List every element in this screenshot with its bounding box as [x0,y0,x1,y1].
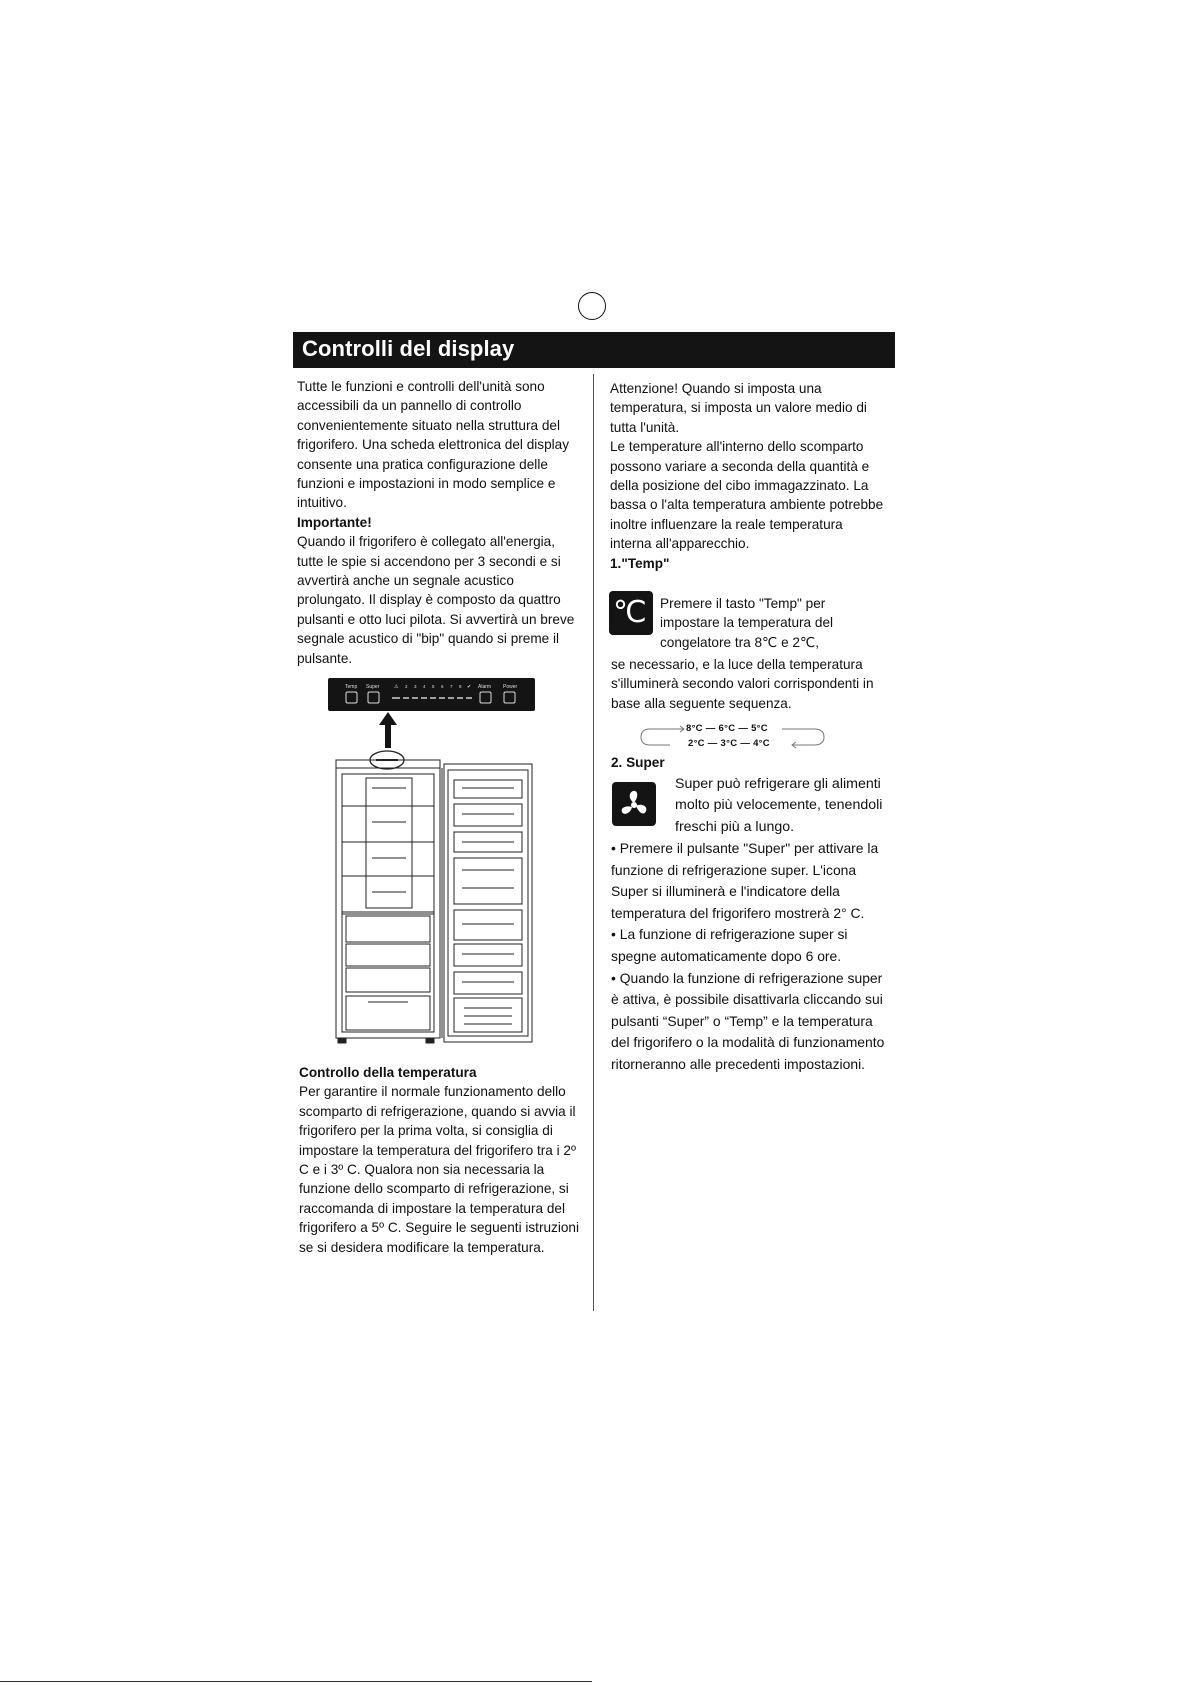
panel-super-label: Super [366,684,380,690]
super-bullet-2: • La funzione di refrigerazione super si spegne automaticamente dopo 6 ore. [611,926,848,964]
refrigerator-illustration [330,746,536,1058]
celsius-icon-glyph: ℃ [613,595,647,630]
sequence-value: 5°C [751,723,768,734]
panel-indicator-8: 8 [459,684,462,689]
bottom-rule [0,1681,592,1682]
intro-block [297,377,585,668]
panel-indicator-4: 4 [423,684,426,689]
variation-paragraph: Le temperature all'interno dello scomparto possono variare a seconda della quantità e della posizione del cibo immagazzinato. La bassa o l'alta temperatura ambiente potrebbe inoltre influenzare la reale temperatura interna all'apparecchio. [610,439,884,552]
super-bullet-1: • Premere il pulsante "Super" per attivare la funzione di refrigerazione super. L'icona Super si illuminerà e l'indicatore della temperatura del frigorifero mostrerà 2° C. [611,840,879,921]
sequence-top-row: 8°C — 6°C — 5°C [686,723,768,734]
temp-description-text: Premere il tasto "Temp" per impostare la temperatura del congelatore tra 8℃ e 2℃, [660,596,834,650]
panel-indicator-2: 2 [405,684,408,689]
panel-alarm-label: Alarm [478,684,492,690]
temperature-sequence-diagram [640,723,826,751]
panel-indicator-7: 7 [450,684,453,689]
temperature-control-paragraph: Per garantire il normale funzionamento dello scomparto di refrigerazione, quando si avvia il frigorifero per la prima volta, si consiglia di impostare la temperatura del frigorifero tra i 2º C e i 3º C. Qualora non sia necessaria la funzione dello scomparto di refrigerazione, si raccomanda di impostare la temperatura del frigorifero a 5º C. Seguire le seguenti istruzioni se si desidera modificare la temperatura. [299,1084,579,1255]
important-heading: Importante! [297,514,372,530]
panel-indicator-6: 6 [441,684,444,689]
celsius-icon [609,591,653,635]
super-description-text: Super può refrigerare gli alimenti molto più velocemente, tenendoli freschi più a lungo. [675,776,883,835]
attention-block [610,379,886,573]
page-marker-circle [578,292,606,320]
panel-indicator-5: 5 [432,684,435,689]
temp-description-continued-text: se necessario, e la luce della temperatura s'illuminerà secondo valori corrispondenti in base alla seguente sequenza. [611,657,874,711]
temp-section-heading: 1."Temp" [610,555,670,571]
sequence-value: 2°C [688,738,705,749]
important-paragraph: Quando il frigorifero è collegato all'energia, tutte le spie si accendono per 3 secondi e si avvertirà anche un segnale acustico prolungato. Il display è composto da quattro pulsanti e otto luci pilota. Si avvertirà un breve segnale acustico di "bip" quando si preme il pulsante. [297,534,575,666]
temp-description-continued [611,655,891,713]
super-description [675,774,890,838]
column-divider [593,374,594,1311]
svg-text:⚠: ⚠ [394,684,399,690]
panel-temp-label: Temp [345,684,358,690]
sequence-bottom-row: 2°C — 3°C — 4°C [688,738,770,749]
fan-icon [612,782,656,826]
super-section-heading: 2. Super [611,755,665,770]
attention-paragraph: Attenzione! Quando si imposta una temperatura, si imposta un valore medio di tutta l'unità. [610,381,867,435]
section-header [293,332,895,368]
panel-indicator-3: 3 [414,684,417,689]
svg-text:✔: ✔ [467,684,472,690]
sequence-value: 3°C [720,738,738,749]
up-arrow-icon [378,712,398,748]
temperature-control-block [299,1063,587,1257]
super-bullets [611,838,891,1076]
panel-power-label: Power [503,684,518,690]
sequence-value: 6°C [718,723,736,734]
sequence-value: 8°C [686,723,703,734]
intro-paragraph: Tutte le funzioni e controlli dell'unità sono accessibili da un pannello di controllo convenientemente situato nella struttura del frigorifero. Una scheda elettronica del display consente una pratica configurazione delle funzioni e impostazioni in modo semplice e intuitivo. [297,379,570,511]
temperature-control-heading: Controllo della temperatura [299,1065,477,1080]
fan-icon-graphic [612,782,656,826]
control-panel-illustration [328,678,535,711]
super-bullet-3: • Quando la funzione di refrigerazione super è attiva, è possibile disattivarla cliccando sui pulsanti “Super” o “Temp” e la temperatura del frigorifero o la modalità di funzionamento ritorneranno alle precedenti impostazioni. [611,969,885,1072]
temp-description [660,594,856,652]
sequence-value: 4°C [753,738,770,749]
page-title: Controlli del display [302,336,515,361]
